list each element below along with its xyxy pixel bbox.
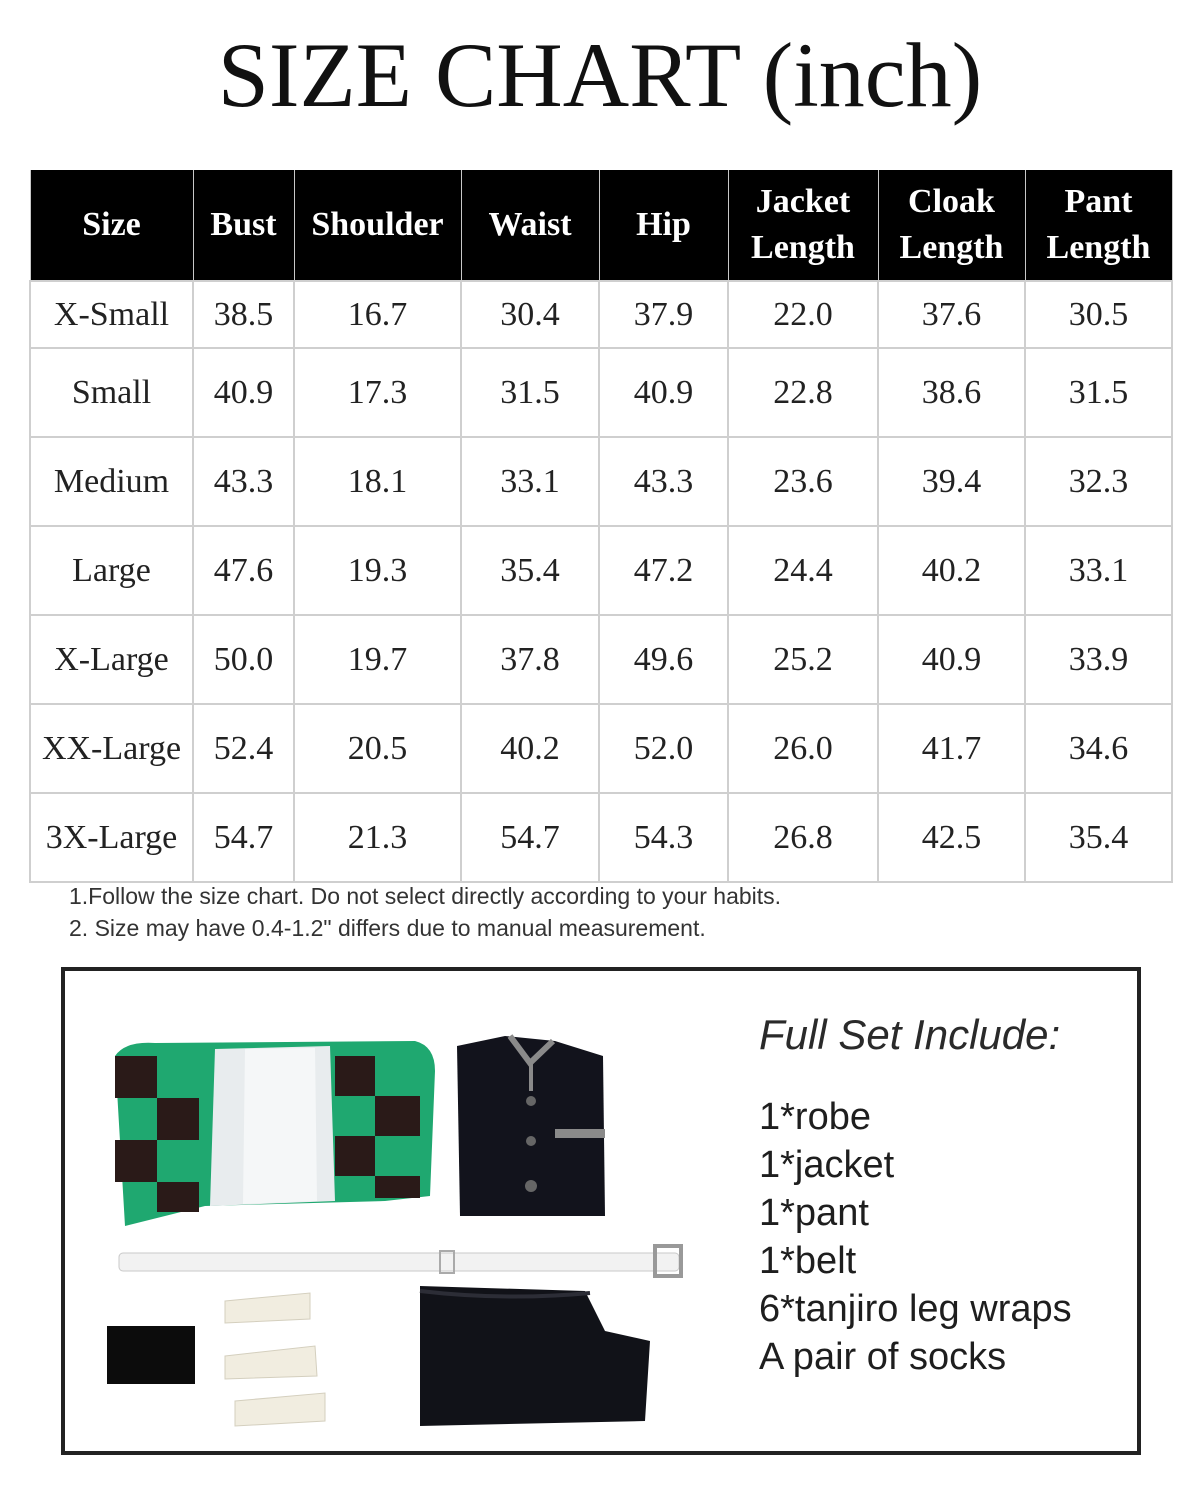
measurement-cell: 19.3 — [294, 526, 461, 615]
measurement-cell: 20.5 — [294, 704, 461, 793]
measurement-cell: 35.4 — [461, 526, 599, 615]
column-header — [878, 170, 1025, 281]
table-row — [30, 615, 1172, 704]
column-header-line: Waist — [488, 206, 572, 243]
size-chart-table — [29, 170, 1173, 883]
full-set-box — [61, 967, 1141, 1455]
column-header — [193, 170, 294, 281]
column-header-line: Hip — [636, 206, 691, 243]
jacket-image — [457, 1036, 605, 1216]
measurement-cell: 34.6 — [1025, 704, 1172, 793]
table-row — [30, 526, 1172, 615]
size-label-cell: Small — [30, 348, 193, 437]
column-header — [461, 170, 599, 281]
measurement-cell: 30.4 — [461, 281, 599, 348]
note-line: 2. Size may have 0.4-1.2" differs due to manual measurement. — [69, 915, 706, 941]
table-header-row — [30, 170, 1172, 281]
measurement-cell: 32.3 — [1025, 437, 1172, 526]
set-heading: Full Set Include: — [759, 1011, 1061, 1058]
column-header — [30, 170, 193, 281]
measurement-cell: 22.8 — [728, 348, 878, 437]
size-label-cell: Large — [30, 526, 193, 615]
page-title: SIZE CHART (inch) — [217, 24, 983, 126]
measurement-cell: 35.4 — [1025, 793, 1172, 882]
measurement-cell: 16.7 — [294, 281, 461, 348]
measurement-cell: 40.2 — [461, 704, 599, 793]
column-header-line: Pant — [1064, 183, 1133, 220]
measurement-cell: 47.6 — [193, 526, 294, 615]
measurement-cell: 24.4 — [728, 526, 878, 615]
measurement-cell: 50.0 — [193, 615, 294, 704]
column-header — [599, 170, 728, 281]
socks-image — [107, 1326, 195, 1384]
size-label-cell: Medium — [30, 437, 193, 526]
set-item: 6*tanjiro leg wraps — [759, 1288, 1072, 1330]
size-label-cell: X-Large — [30, 615, 193, 704]
column-header-line: Bust — [210, 206, 277, 243]
column-header — [728, 170, 878, 281]
measurement-cell: 26.0 — [728, 704, 878, 793]
measurement-cell: 41.7 — [878, 704, 1025, 793]
note-line: 1.Follow the size chart. Do not select directly according to your habits. — [69, 883, 782, 909]
measurement-cell: 37.8 — [461, 615, 599, 704]
set-items-list — [759, 1093, 1072, 1381]
measurement-cell: 25.2 — [728, 615, 878, 704]
measurement-cell: 40.9 — [878, 615, 1025, 704]
measurement-cell: 31.5 — [1025, 348, 1172, 437]
table-row — [30, 437, 1172, 526]
measurement-cell: 54.7 — [461, 793, 599, 882]
table-row — [30, 704, 1172, 793]
belt-image — [119, 1246, 681, 1276]
measurement-cell: 40.2 — [878, 526, 1025, 615]
measurement-cell: 52.0 — [599, 704, 728, 793]
column-header — [1025, 170, 1172, 281]
column-header — [294, 170, 461, 281]
table-row — [30, 281, 1172, 348]
measurement-cell: 42.5 — [878, 793, 1025, 882]
measurement-cell: 31.5 — [461, 348, 599, 437]
pants-image — [420, 1286, 650, 1426]
measurement-cell: 17.3 — [294, 348, 461, 437]
measurement-cell: 18.1 — [294, 437, 461, 526]
measurement-cell: 33.1 — [461, 437, 599, 526]
measurement-cell: 22.0 — [728, 281, 878, 348]
set-item: A pair of socks — [759, 1336, 1007, 1378]
measurement-cell: 33.1 — [1025, 526, 1172, 615]
measurement-cell: 23.6 — [728, 437, 878, 526]
measurement-cell: 38.5 — [193, 281, 294, 348]
size-label-cell: 3X-Large — [30, 793, 193, 882]
column-header-line: Cloak — [908, 183, 995, 220]
measurement-cell: 21.3 — [294, 793, 461, 882]
measurement-cell: 19.7 — [294, 615, 461, 704]
measurement-cell: 38.6 — [878, 348, 1025, 437]
measurement-cell: 40.9 — [193, 348, 294, 437]
size-notes — [69, 880, 781, 944]
measurement-cell: 49.6 — [599, 615, 728, 704]
measurement-cell: 43.3 — [193, 437, 294, 526]
table-row — [30, 348, 1172, 437]
column-header-line: Length — [899, 229, 1004, 266]
measurement-cell: 54.3 — [599, 793, 728, 882]
measurement-cell: 30.5 — [1025, 281, 1172, 348]
column-header-line: Size — [82, 206, 141, 243]
measurement-cell: 26.8 — [728, 793, 878, 882]
set-item: 1*robe — [759, 1096, 871, 1138]
measurement-cell: 47.2 — [599, 526, 728, 615]
column-header-line: Jacket — [755, 183, 851, 220]
set-item: 1*pant — [759, 1192, 869, 1234]
table-row — [30, 793, 1172, 882]
column-header-line: Shoulder — [311, 206, 444, 243]
size-label-cell: X-Small — [30, 281, 193, 348]
set-item: 1*belt — [759, 1240, 857, 1282]
measurement-cell: 37.9 — [599, 281, 728, 348]
robe-image — [115, 1041, 435, 1226]
measurement-cell: 43.3 — [599, 437, 728, 526]
measurement-cell: 39.4 — [878, 437, 1025, 526]
leg-wraps-image — [225, 1293, 325, 1426]
measurement-cell: 54.7 — [193, 793, 294, 882]
column-header-line: Length — [1046, 229, 1151, 266]
measurement-cell: 33.9 — [1025, 615, 1172, 704]
measurement-cell: 40.9 — [599, 348, 728, 437]
set-item: 1*jacket — [759, 1144, 895, 1186]
measurement-cell: 37.6 — [878, 281, 1025, 348]
measurement-cell: 52.4 — [193, 704, 294, 793]
column-header-line: Length — [751, 229, 855, 266]
size-label-cell: XX-Large — [30, 704, 193, 793]
costume-set-photo — [85, 1001, 685, 1431]
